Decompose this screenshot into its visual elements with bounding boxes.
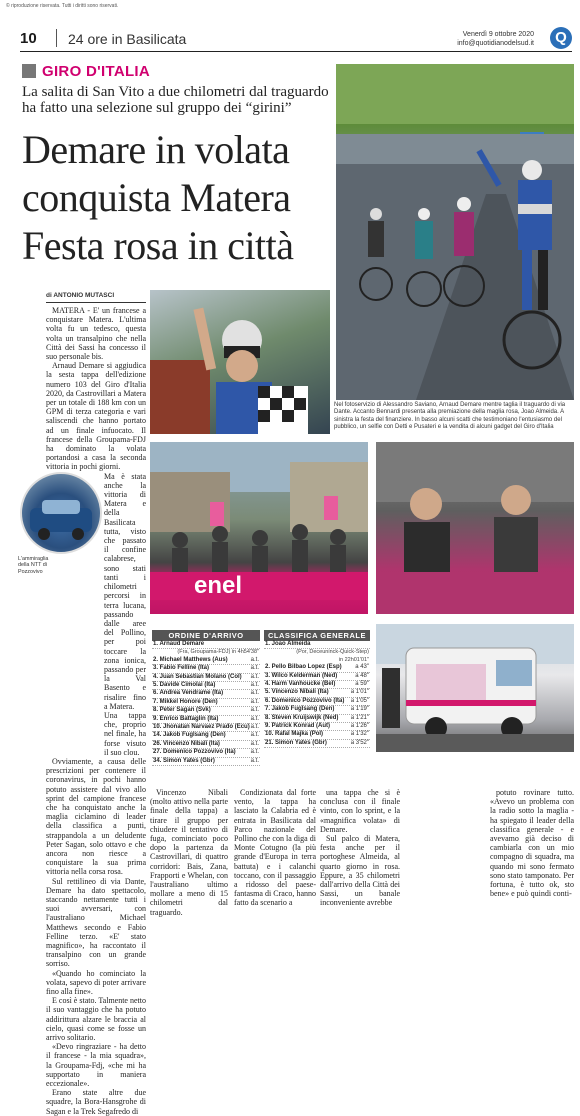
- rider-time: a 1'05": [350, 697, 369, 704]
- table-row: [264, 689, 370, 697]
- rider-name: 5. Davide Cimolai (Ita): [153, 682, 216, 689]
- rider-time: a 1'19": [350, 706, 369, 713]
- rider-illustration: [150, 290, 330, 434]
- rider-name: 10. Rafal Majka (Pol): [265, 731, 324, 738]
- article-column-4: [320, 788, 400, 908]
- newspaper-logo: Q: [550, 27, 572, 49]
- finish-line-photo: [336, 64, 574, 400]
- rider-name: 34. Simon Yates (Gbr): [153, 757, 215, 764]
- table-row: [152, 716, 260, 724]
- header-info: [457, 30, 534, 48]
- rider-time: a.t.: [250, 665, 259, 672]
- rider-name: 8. Steven Kruijswijk (Ned): [265, 714, 339, 721]
- selfie-photo: [376, 442, 574, 614]
- rider-name: 27. Domenico Pozzovivo (Ita): [153, 749, 236, 756]
- table-row: [152, 641, 260, 649]
- rider-time: a 1'01": [350, 689, 369, 696]
- rider-time: a 1'21": [350, 714, 369, 721]
- table-row: [152, 749, 260, 757]
- page-header: [20, 26, 572, 52]
- headline-line: Demare in volata: [22, 127, 290, 172]
- rider-time: a.t.: [250, 707, 259, 714]
- article-subhead: La salita di San Vito a due chilometri dal traguardo ha fatto una selezione sul gruppo dei “girini”: [22, 84, 329, 116]
- rider-name: 4. Harm Vanhoucke (Bel): [265, 681, 336, 688]
- article-column-2: [150, 788, 228, 917]
- rider-time: a.t.: [250, 690, 259, 697]
- paragraph: MATERA - E' un francese a conquistare Matera. L'ultima volta fu un tedesco, questa volta un transalpino che nella Città dei Sassi ha concesso il suo personale bis.: [46, 306, 146, 362]
- paragraph: Ovviamente, a causa delle prescrizioni per contenere il coronavirus, in pochi hanno potuto assistere dal vivo allo sprint del campione francese che ha conquistato anche la maglia ciclamino di leader della classifica a punti, strappandola a un deludente Peter Sagan, solo ottavo e che ancora non riesce a conquistare la sua prima vittoria nella corsa rosa.: [46, 756, 146, 877]
- rider-time: a 1'26": [350, 723, 369, 730]
- table-row: [152, 657, 260, 665]
- table-row: [264, 681, 370, 689]
- table-row: [152, 699, 260, 707]
- table-row: [152, 707, 260, 715]
- table-row: [264, 706, 370, 714]
- headline-line: Festa rosa in città: [22, 223, 294, 268]
- paragraph: Erano state altre due squadre, la Bora-Hansgrohe di Sagan e la Trek Segafredo di: [46, 1088, 146, 1116]
- rider-name: 1. Arnaud Demare: [153, 641, 205, 647]
- paragraph: potuto rovinare tutto. «Avevo un problema con la radio sotto la maglia - ha spiegato il leader della classifica generale - e avevamo già deciso di cambiarla con un mio compagno di squadra, ma quando mi sono fermato sono stato tamponato. Per fortuna, è tutto ok, sto bene» e può quindi conti-: [490, 788, 574, 899]
- paragraph: una tappa che si è conclusa con il finale vinto, con lo sprint, e la «magnifica volata» di Demare.: [320, 788, 400, 834]
- table-row: [152, 674, 260, 682]
- article-headline: [22, 126, 342, 270]
- paragraph: Ma è stata anche la vittoria di Matera e della Basilicata tutta, visto che passato il confine calabrese, sono stati tanti i chilometri percorsi in terra lucana, passando dalle aree del Pollino, per poi toccare la zona ionica, passando per la Val Basento e risalire fino a Matera.: [104, 471, 146, 711]
- rider-time: in 4h54'38": [231, 649, 259, 656]
- rider-time: a 59": [355, 681, 369, 688]
- rider-name: 14. Jakob Fuglsang (Den): [153, 732, 226, 739]
- sponsor-banner: [150, 572, 368, 600]
- rider-time: a.t.: [250, 740, 259, 747]
- rider-name: 1. Joao Almeida: [265, 641, 311, 647]
- selfie-illustration: [376, 442, 574, 614]
- table-row: [264, 698, 370, 706]
- rider-time: a.t.: [250, 757, 259, 764]
- byline-divider: [46, 302, 146, 303]
- table-row: [152, 724, 260, 732]
- rider-name: 7. Jakob Fuglsang (Den): [265, 706, 335, 713]
- leader-time: [264, 657, 370, 664]
- paragraph: Condizionata dal forte vento, la tappa ha lasciato la Calabria ed è entrata in Basilicata dal Parco nazionale del Pollino che con la diga di Monte Cotugno (la più grande d'Europa in terra battuta) e i calanchi toccano, con il passaggio a ridosso del paese-fantasma di Craco, hanno fatto da scenario a: [234, 788, 316, 908]
- table-row: [152, 758, 260, 766]
- rider-name: 9. Patrick Konrad (Aut): [265, 723, 331, 730]
- article-column-3: [234, 788, 316, 908]
- table-row: [264, 731, 370, 739]
- table-row: [264, 723, 370, 731]
- rider-name: 21. Simon Yates (Gbr): [265, 739, 327, 746]
- rider-name: 10. Jhonatan Narvaez Prado (Ecu): [153, 724, 250, 731]
- table-row: [264, 740, 370, 748]
- rider-name: 3. Fabio Felline (Ita): [153, 665, 210, 672]
- paragraph: Sul palco di Matera, festa anche per il portoghese Almeida, al quarto giorno in rosa. Eppure, a 35 chilometri dall'arrivo della Città dei Sassi, un banale inconveniente avrebbe: [320, 834, 400, 908]
- article-byline: di ANTONIO MUTASCI: [46, 292, 115, 299]
- rider-name: 6. Andrea Vendrame (Ita): [153, 690, 224, 697]
- rider-name: 9. Enrico Battaglin (Ita): [153, 715, 219, 722]
- headline-line: conquista Matera: [22, 175, 291, 220]
- rider-time: a 48": [355, 672, 369, 679]
- rider-name: 26. Vincenzo Nibali (Ita): [153, 740, 220, 747]
- copyright-notice: © riproduzione riservata. Tutti i diritti sono riservati.: [6, 3, 119, 9]
- rider-time: a.t.: [250, 732, 259, 739]
- team-name: [264, 649, 370, 656]
- rider-time: a.t.: [250, 724, 259, 731]
- rider-name: 5. Vincenzo Nibali (Ita): [265, 689, 329, 696]
- paragraph: «Quando ho cominciato la volata, sapevo di poter arrivare fino alla fine».: [46, 968, 146, 997]
- paragraph: «Devo ringraziare - ha detto il francese - la mia squadra», la Groupama-Fdj, «che mi ha supportato in maniera eccezionale».: [46, 1042, 146, 1089]
- rider-name: 6. Domenico Pozzovivo (Ita): [265, 697, 345, 704]
- photo-caption: Nel fotoservizio di Alessandro Saviano, Arnaud Demare mentre taglia il traguardo di via Dante. Accanto Bennardi presenta alla premiazione della maglia rosa, Joao Almeida. A sinistra la festa del finanziere. In basso alcuni scatti che testimoniano l'entusiasmo del pubblico, un selfie con Detti e Pusateri e la vendita di alcuni gadget del Giro d'Italia: [334, 402, 566, 431]
- paragraph: Sul rettilineo di via Dante, Demare ha dato spettacolo, staccando nettamente tutti i suoi avversari, con l'australiano Michael Matthews secondo e Fabio Felline terzo. «E' stato magnifico», ha raccontato il transalpino con un grande sorriso.: [46, 876, 146, 969]
- paragraph: E così è stato. Talmente netto il suo vantaggio che ha potuto addirittura alzare le braccia al cielo, quasi come se fosse un arrivo solitario.: [46, 996, 146, 1043]
- article-column-1: [46, 306, 146, 1116]
- arrival-order-table: [152, 630, 260, 766]
- kicker-text: GIRO D'ITALIA: [42, 62, 151, 80]
- demare-celebration-photo: [150, 290, 330, 434]
- rider-name: 4. Juan Sebastian Molano (Col): [153, 673, 242, 680]
- general-classification-table: [264, 630, 370, 748]
- paragraph: Arnaud Demare si aggiudica la sesta tappa dell'edizione numero 103 del Giro d'Italia 2020, da Castrovillari a Matera per un totale di 188 km con un GPM di terza categoria e vari saliscendi che hanno portato ad un finale infuocato. Il francese della Groupama-FDJ ha dominato la volata portandosi a casa la seconda vittoria in pochi giorni.: [46, 361, 146, 472]
- issue-date: Venerdì 9 ottobre 2020: [462, 31, 534, 38]
- table-row: [152, 690, 260, 698]
- article-kicker: [22, 62, 150, 80]
- rider-time: a.t.: [250, 682, 259, 689]
- rider-name: 2. Michael Matthews (Aus): [153, 656, 228, 663]
- article-column-5: [490, 788, 574, 899]
- crowd-photo: [150, 442, 368, 614]
- table-row: [152, 682, 260, 690]
- van-illustration: [376, 624, 574, 752]
- rider-name: 3. Wilco Kelderman (Ned): [265, 672, 338, 679]
- rider-name: 7. Mikkel Honore (Den): [153, 698, 218, 705]
- table-row: [264, 673, 370, 681]
- team-name: [152, 649, 260, 656]
- table-row: [264, 641, 370, 649]
- page-number: 10: [20, 30, 37, 47]
- sponsor-banner-text: enel: [194, 572, 243, 599]
- rider-time: a.t.: [250, 673, 259, 680]
- gadget-van-photo: [376, 624, 574, 752]
- paragraph: Una tappa che, proprio nel finale, ha forse visuto il suo clou.: [104, 710, 146, 757]
- team-label: (Fra, Groupama-FDJ): [177, 649, 231, 656]
- kicker-square-icon: [22, 64, 36, 78]
- team-label: (Por, Deceuninck-Quick-Step): [296, 649, 369, 656]
- rider-time: a 43": [355, 664, 369, 671]
- table-row: [152, 665, 260, 673]
- table-row: [152, 732, 260, 740]
- rider-time: a 3'52": [350, 739, 369, 746]
- rider-name: 8. Peter Sagan (Svk): [153, 707, 211, 714]
- rider-time: a.t.: [250, 749, 259, 756]
- cyclists-illustration: [336, 64, 574, 400]
- paragraph: Vincenzo Nibali (molto attivo nella parte finale della tappa) a tirare il gruppo per chiudere il tentativo di fuga, cominciato poco dopo la partenza da Castrovillari, di quattro corridori: Bais, Zana, Frapporti e Whelan, con l'australiano ultimo mollare a meno di 15 chilometri dal traguardo.: [150, 788, 228, 917]
- table-row: [152, 741, 260, 749]
- table-row: [264, 715, 370, 723]
- rider-time: a 1'32": [350, 731, 369, 738]
- table-row: [264, 664, 370, 672]
- inset-caption: L'ammiraglia della NTT di Pozzovivo: [18, 556, 49, 575]
- rider-name: 2. Pello Bilbao Lopez (Esp): [265, 664, 342, 671]
- rider-time: a.t.: [250, 656, 259, 663]
- rider-time: a.t.: [250, 715, 259, 722]
- section-name: 24 ore in Basilicata: [68, 31, 187, 47]
- contact-email: info@quotidianodelsud.it: [457, 40, 534, 47]
- table-title: CLASSIFICA GENERALE: [264, 630, 370, 641]
- rider-time: in 22h01'01": [338, 656, 369, 663]
- table-title: ORDINE D'ARRIVO: [152, 630, 260, 641]
- rider-time: a.t.: [250, 698, 259, 705]
- header-divider: [56, 29, 57, 47]
